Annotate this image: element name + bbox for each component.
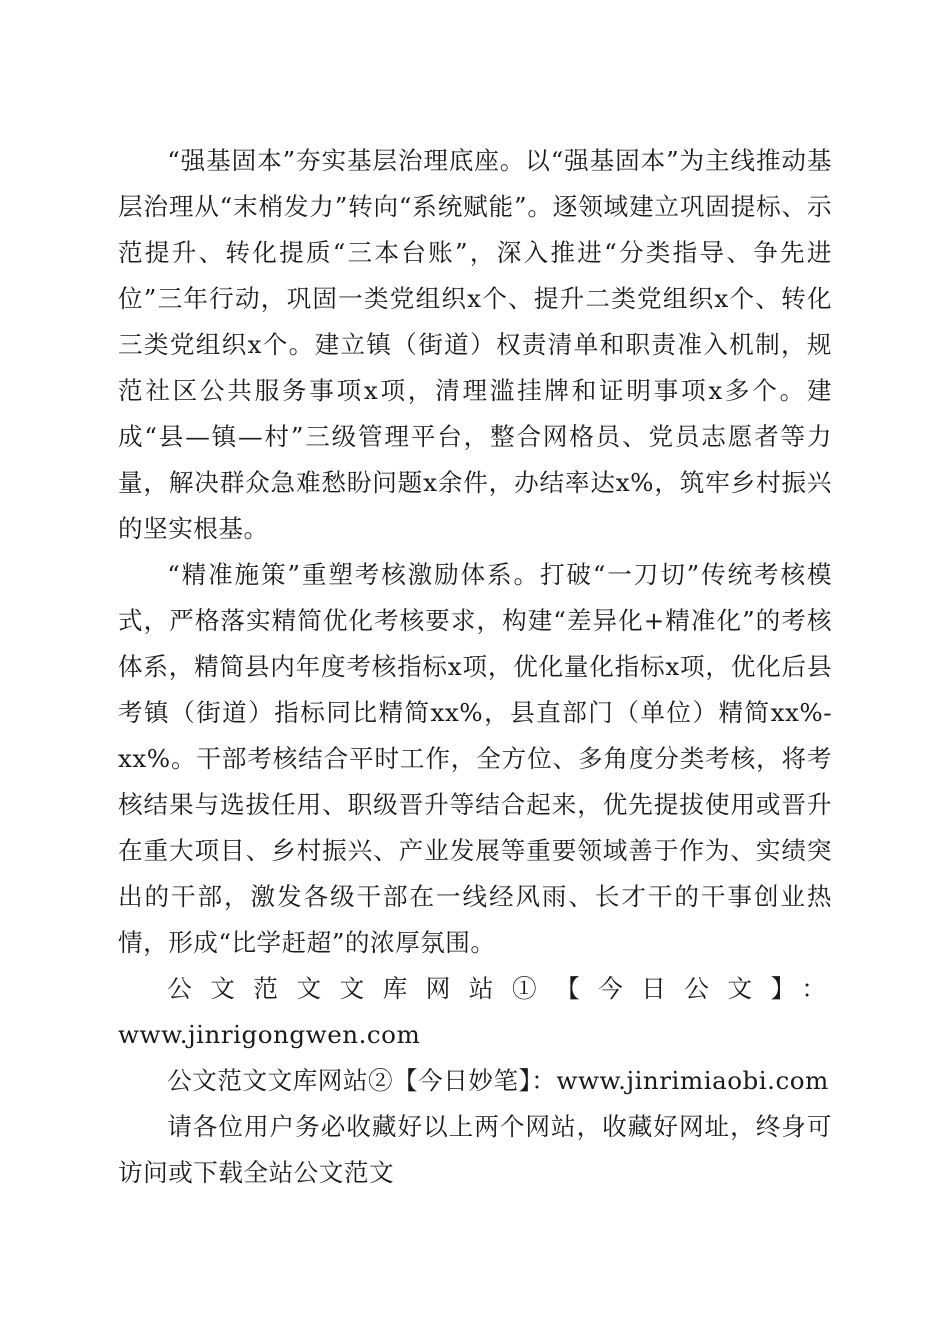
- site-1-url: www.jinrigongwen.com: [118, 1020, 421, 1049]
- paragraph-strengthen-foundation: “强基固本”夯实基层治理底座。以“强基固本”为主线推动基层治理从“末梢发力”转向“系统赋能”。逐领域建立巩固提标、示范提升、转化提质“三本台账”，深入推进“分类指导、争先进位”三年行动，巩固一类党组织x个、提升二类党组织x个、转化三类党组织x个。建立镇（街道）权责清单和职责准入机制，规范社区公共服务事项x项，清理滥挂牌和证明事项x多个。建成“县—镇—村”三级管理平台，整合网格员、党员志愿者等力量，解决群众急难愁盼问题x余件，办结率达x%，筑牢乡村振兴的坚实根基。: [118, 146, 832, 543]
- document-body: [118, 138, 832, 1196]
- site-2-label: 公文范文文库网站②【今日妙笔】：: [167, 1066, 557, 1095]
- site-1-label: 公文范文文库网站①【今日公文】：: [167, 974, 832, 1003]
- paragraph-precise-policy: “精准施策”重塑考核激励体系。打破“一刀切”传统考核模式，严格落实精简优化考核要求，构建“差异化+精准化”的考核体系，精简县内年度考核指标x项，优化量化指标x项，优化后县考镇（街道）指标同比精简xx%，县直部门（单位）精简xx%-xx%。干部考核结合平时工作，全方位、多角度分类考核，将考核结果与选拔任用、职级晋升等结合起来，优先提拔使用或晋升在重大项目、乡村振兴、产业发展等重要领域善于作为、实绩突出的干部，激发各级干部在一线经风雨、长才干的干事创业热情，形成“比学赶超”的浓厚氛围。: [118, 560, 832, 957]
- site-2-url: www.jinrimiaobi.com: [556, 1066, 829, 1095]
- site-2-line: [118, 1058, 832, 1104]
- notice-paragraph: 请各位用户务必收藏好以上两个网站，收藏好网址，终身可访问或下载全站公文范文: [118, 1112, 832, 1187]
